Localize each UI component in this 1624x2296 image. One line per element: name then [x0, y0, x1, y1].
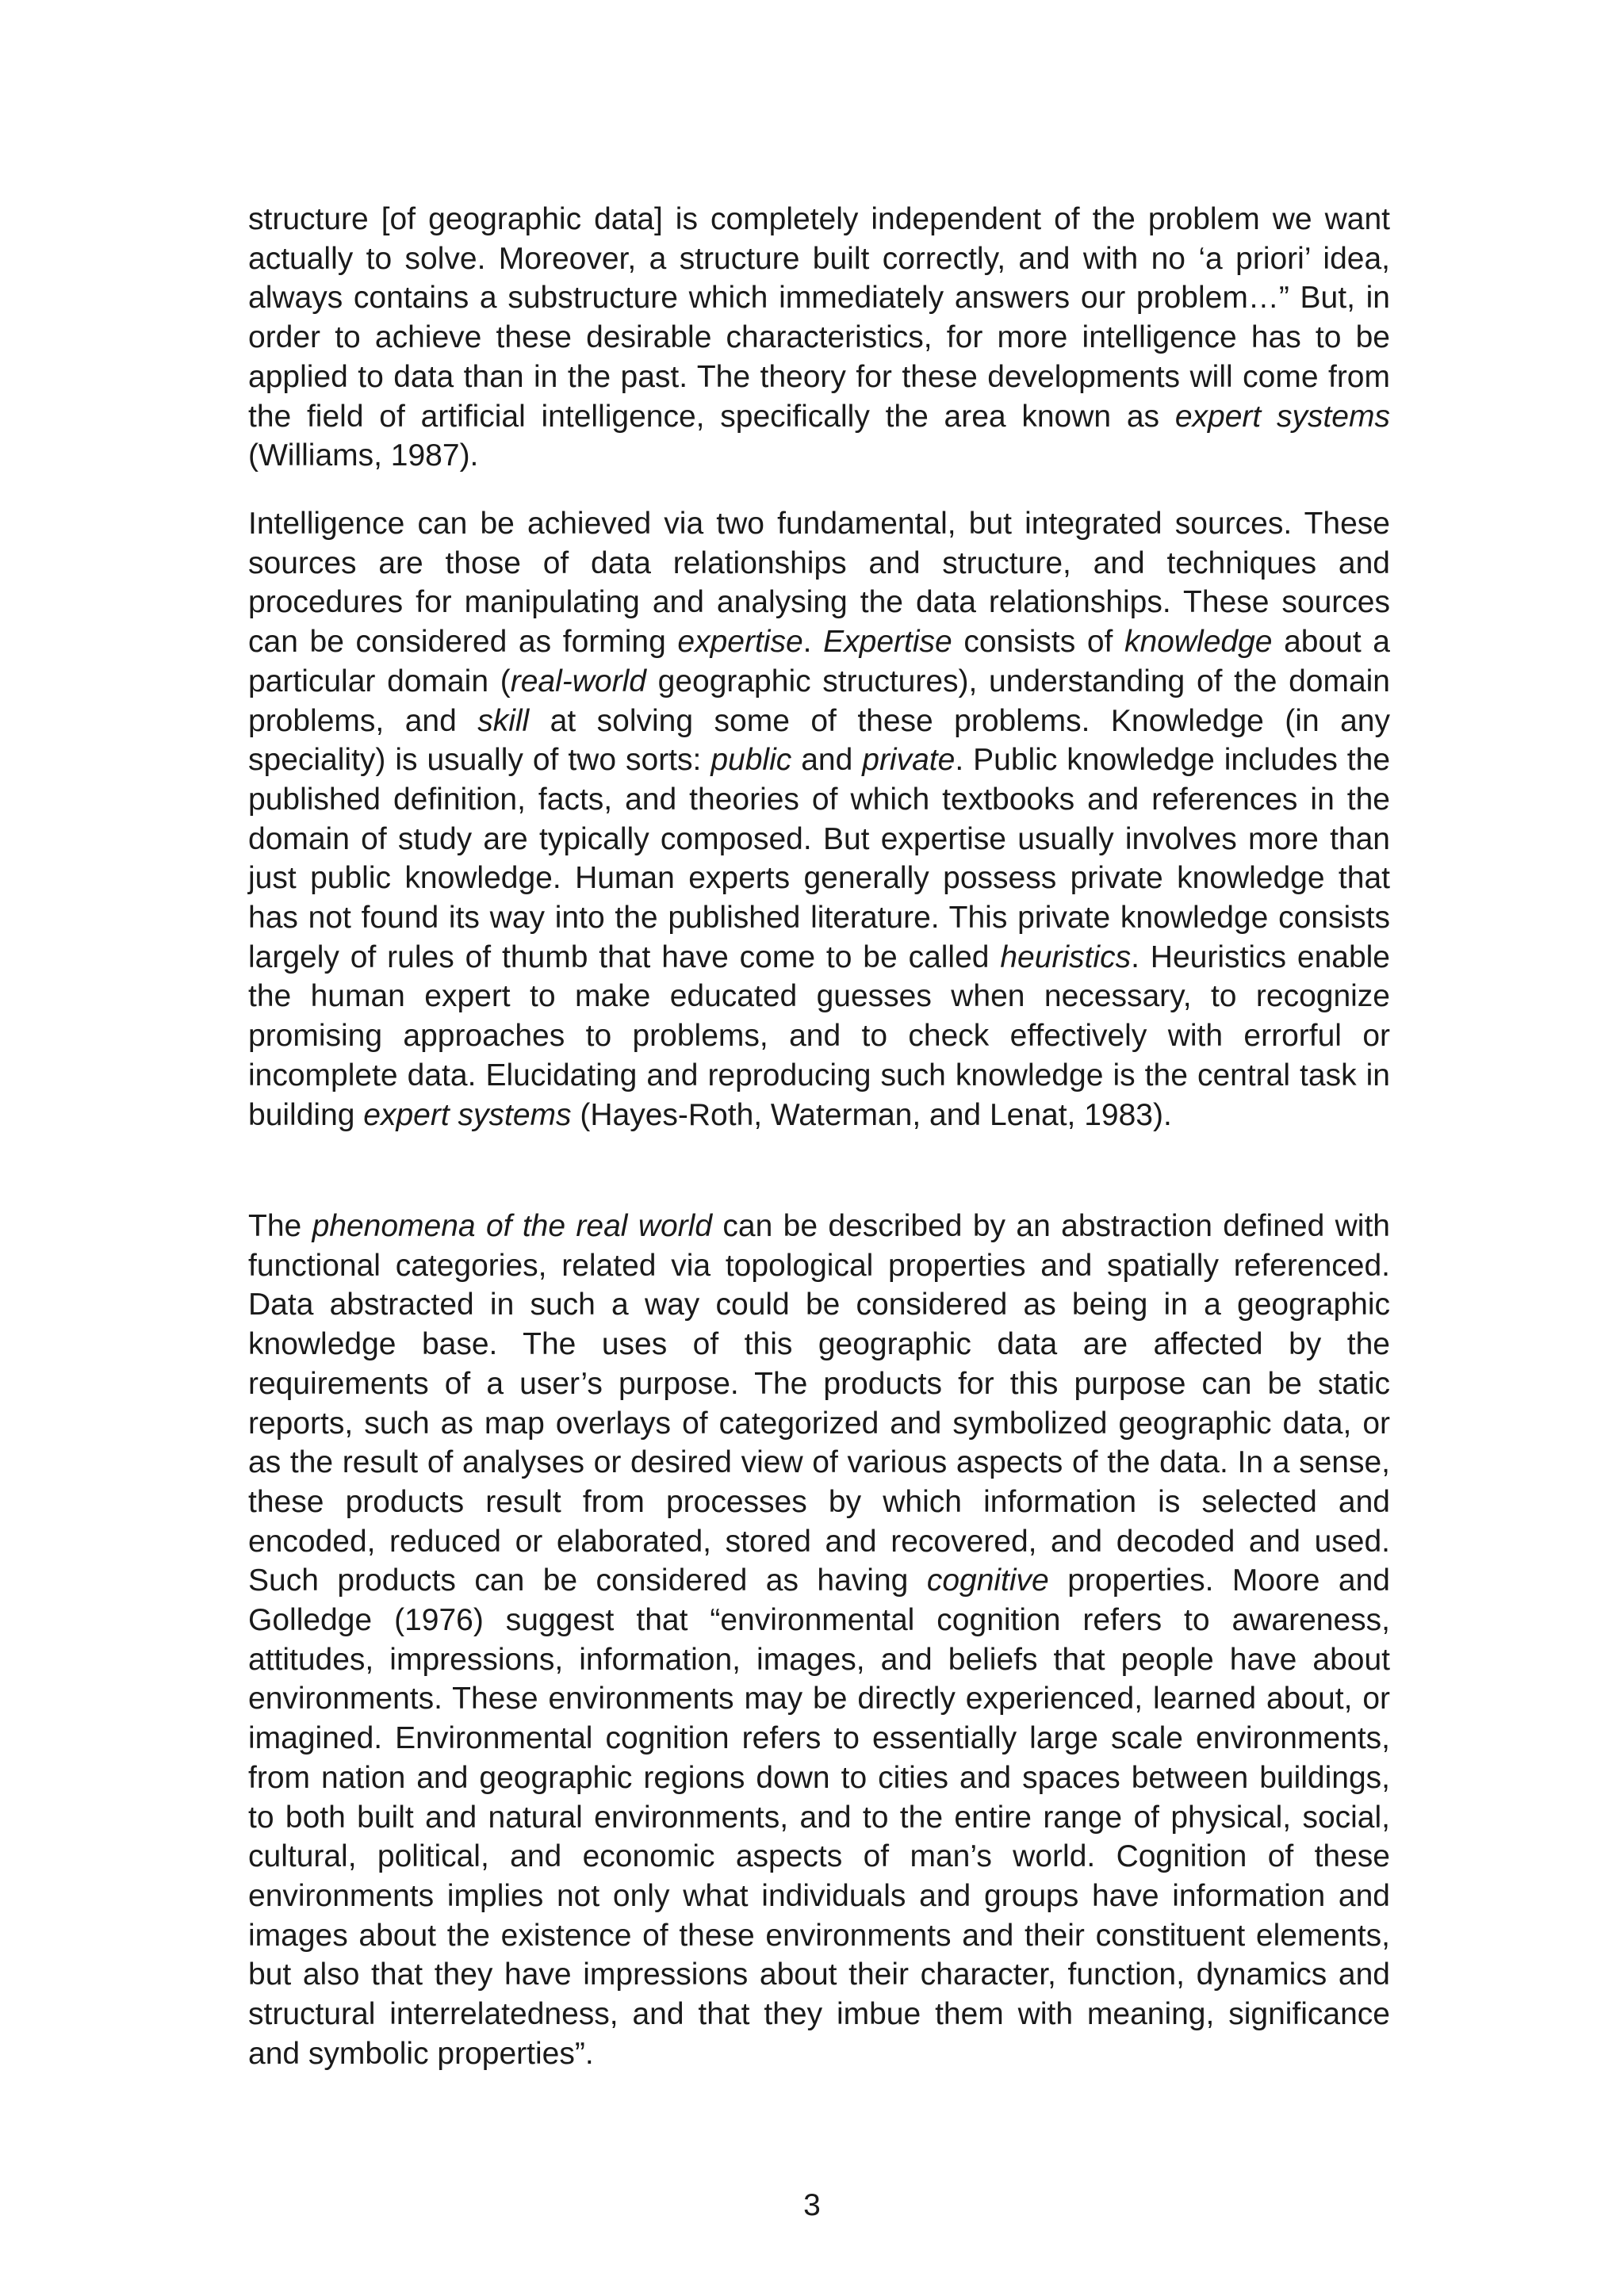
text-run: . [802, 625, 824, 660]
text-run: can be described by an abstraction defined with functional categories, related via topological properties and spatially referenced. Data abstracted in such a way could be considered as being in a geographic knowledge base. The uses of this geographic data are affected by the requirements of a user’s purpose. The products for this purpose can be static reports, such as map overlays of categorized and symbolized geographic data, or as the result of analyses or desired view of various aspects of the data. In a sense, these products result from processes by which information is selected and encoded, reduced or elaborated, stored and recovered, and decoded and used. Such products can be considered as having [248, 1209, 1390, 1598]
italic-term: cognitive [926, 1563, 1049, 1598]
italic-term: expert systems [363, 1097, 572, 1132]
text-run: geographic structures), understanding of the domain problems, and [248, 664, 1390, 738]
text-run: Intelligence can be achieved via two fundamental, but integrated sources. These sources are those of data relationships and structure, and techniques and procedures for manipulating and analysing the data relationships. These sources can be considered as forming [248, 507, 1390, 660]
text-run: (Williams, 1987). [248, 438, 479, 473]
text-run: . Public knowledge includes the published definition, facts, and theories of which textbooks and references in the domain of study are typically composed. But expertise usually involves more than just public knowledge. Human experts generally possess private knowledge that has not found its way into the published literature. This private knowledge consists largely of rules of thumb that have come to be called [248, 743, 1391, 974]
paragraph-text [248, 504, 1390, 1135]
text-run: at solving some of these problems. Knowledge (in any speciality) is usually of two sorts: [248, 703, 1390, 778]
italic-term: phenomena of the real world [312, 1209, 713, 1243]
text-run: The [248, 1209, 312, 1243]
text-run: about a particular domain ( [248, 625, 1390, 698]
text-run: (Hayes-Roth, Waterman, and Lenat, 1983). [571, 1097, 1172, 1132]
paragraph-text [248, 1207, 1390, 2073]
italic-term: public [710, 743, 792, 778]
italic-term: real-world [510, 664, 646, 698]
paragraph-text [248, 200, 1390, 476]
italic-term: expert systems [1174, 399, 1390, 434]
text-run: and [791, 743, 863, 778]
paragraph-phenomena [248, 1207, 1390, 2073]
italic-term: knowledge [1124, 625, 1273, 660]
text-run: properties. Moore and Golledge (1976) suggest that “environmental cognition refers to awareness, attitudes, impressions, information, images, and beliefs that people have about environments. These environments may be directly experienced, learned about, or imagined. Environmental cognition refers to essentially large scale environments, from nation and geographic regions down to cities and spaces between buildings, to both built and natural environments, and to the entire range of physical, social, cultural, political, and economic aspects of man’s world. Cognition of these environments implies not only what individuals and groups have information and images about the existence of these environments and their constituent elements, but also that they have impressions about their character, function, dynamics and structural interrelatedness, and that they imbue them with meaning, significance and symbolic properties”. [248, 1563, 1390, 2071]
italic-term: Expertise [823, 625, 952, 660]
italic-term: expertise [677, 625, 803, 660]
italic-term: skill [477, 703, 530, 738]
italic-term: private [862, 743, 956, 778]
text-run: consists of [952, 625, 1124, 660]
paragraph-intelligence [248, 504, 1390, 1135]
paragraph-expert-systems [248, 200, 1390, 476]
text-run: . Heuristics enable the human expert to make educated guesses when necessary, to recognize promising approaches to problems, and to check effectively with errorful or incomplete data. Elucidating and reproducing such knowledge is the central task in building [248, 939, 1391, 1132]
italic-term: heuristics [1000, 939, 1132, 974]
text-run: structure [of geographic data] is completely independent of the problem we want actually to solve. Moreover, a structure built correctly, and with no ‘a priori’ idea, always contains a substructure which immediately answers our problem…” But, in order to achieve these desirable characteristics, for more intelligence has to be applied to data than in the past. The theory for these developments will come from the field of artificial intelligence, specifically the area known as [248, 202, 1390, 434]
page-number: 3 [803, 2188, 821, 2222]
